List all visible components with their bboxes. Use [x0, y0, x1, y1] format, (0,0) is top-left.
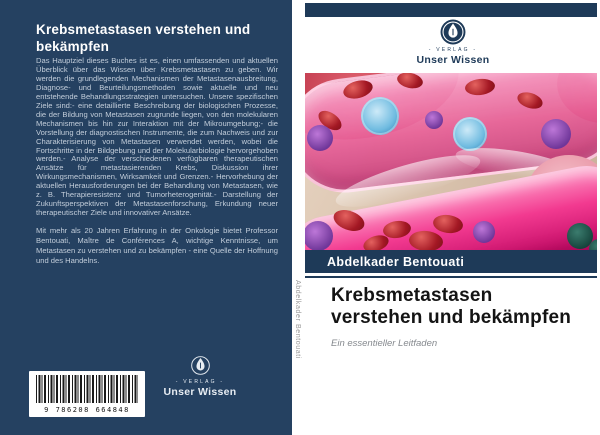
cancer-cell-purple: [541, 119, 571, 149]
cover-title-block: [331, 285, 591, 349]
publisher-logo-back: [150, 354, 250, 398]
pen-nib-icon: [309, 19, 597, 45]
publisher-verlag-label: - VERLAG -: [175, 379, 225, 385]
isbn-number: 9 786208 664848: [44, 406, 130, 414]
back-cover-author-note: Mit mehr als 20 Jahren Erfahrung in der Onkologie bietet Professor Bentouati, Maître de Conférences A, wichtige Kenntnisse, um Metastasen zu verstehen und zu bekämpfen - eine Quelle der Hoffnung und des Handelns.: [36, 226, 278, 265]
cover-title-line2: verstehen und bekämpfen: [331, 307, 572, 329]
back-cover-title: Krebsmetastasen verstehen und bekämpfen: [36, 22, 251, 54]
publisher-name: Unser Wissen: [416, 54, 490, 66]
cancer-cell-blue: [361, 97, 399, 135]
cancer-cell-blue: [453, 117, 487, 151]
cover-subtitle: Ein essentieller Leitfaden: [331, 338, 438, 350]
cancer-cell-purple: [307, 125, 333, 151]
back-cover-description: Das Hauptziel dieses Buches ist es, einen umfassenden und aktuellen Überblick über das Wissen über Krebsmetastasen zu geben. Wir werden die grundlegenden Mechanismen der Metastasenausbreitung, Diagnose- und Beurteilungsmethoden sowie aktuelle und neu entstehende Behandlungsstrategien untersuchen. Unsere spezifischen Ziele sind:- eine detaillierte Beschreibung der biologischen Prozesse, die der Bildung von Metastasen zugrunde liegen, von den molekularen Mechanismen bis hin zur Interaktion mit der Mikroumgebung;- die Vorstellung der diagnostischen Instrumente, die zum Nachweis und zur Charakterisierung von Metastasen verwendet werden, wobei die Fortschritte in der Bildgebung und der Molekularbiologie hervorgehoben werden.- Analyse der verschiedenen verfügbaren therapeutischen Ansätze für metastasierenden Krebs, Diskussion ihrer Wirkungsmechanismen, Wirksamkeit und Grenzen.- Hervorhebung der aktuellen Herausforderungen bei der Behandlung von Metastasen, wie z. B. Therapieresistenz und Tumorheterogenität.- Darstellung der Zukunftsperspektiven der Metastasenforschung, Erkundung neuer therapeutischer Ziele und innovativer Ansätze.: [36, 56, 278, 218]
spine-author-text: Abdelkader Bentouati: [294, 280, 301, 359]
publisher-logo-front: [309, 19, 597, 66]
barcode: [29, 371, 145, 417]
divider-rule: [305, 276, 597, 278]
author-band: [305, 250, 597, 273]
pen-nib-icon: [150, 354, 250, 377]
front-cover: [292, 0, 600, 435]
cover-art-blood-vessel-illustration: [305, 73, 597, 250]
author-name: Abdelkader Bentouati: [327, 254, 465, 269]
publisher-name: Unser Wissen: [163, 386, 237, 398]
cover-title-line1: Krebsmetastasen: [331, 285, 493, 306]
back-cover-panel: [0, 0, 292, 435]
cancer-cell-purple: [305, 221, 333, 250]
publisher-verlag-label: - VERLAG -: [428, 47, 478, 53]
cover-top-bar: [305, 3, 597, 17]
cancer-cell-purple: [425, 111, 443, 129]
cancer-cell-purple: [473, 221, 495, 243]
barcode-bars-icon: [36, 375, 138, 403]
